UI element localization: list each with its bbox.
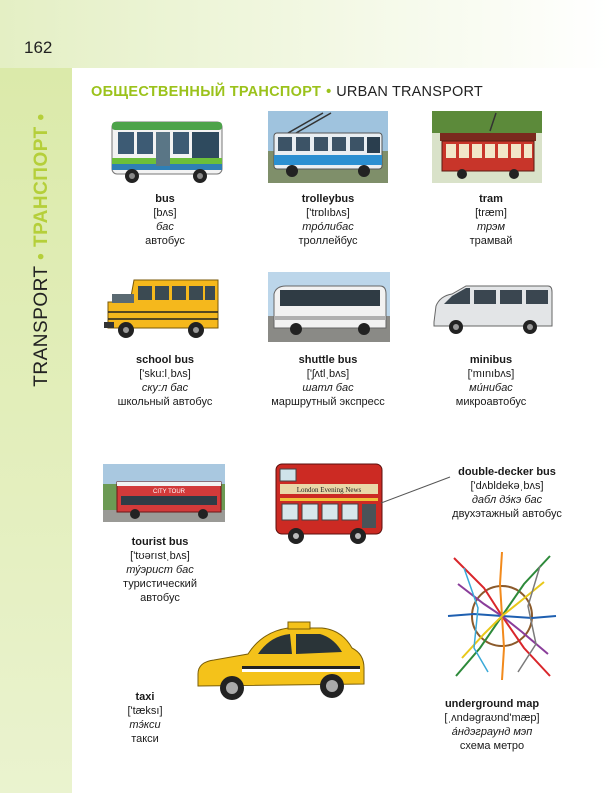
entry-translation: схема метро [459, 740, 525, 752]
entry-word: minibus [469, 354, 513, 366]
entry-bus [90, 192, 240, 248]
entry-word: shuttle bus [298, 354, 358, 366]
tourist-bus-sign: CITY TOUR [152, 489, 186, 495]
entry-word: bus [155, 193, 175, 205]
entry-transcription: ['dʌbldekəˌbʌs] [470, 480, 544, 492]
entry-transcription: [ˌʌndəgraʊnd'mæp] [444, 712, 540, 724]
entry-minibus [416, 353, 566, 409]
entry-transcription: ['tæksı] [127, 705, 163, 717]
entry-transcription: ['ʃʌtlˌbʌs] [306, 368, 350, 380]
entry-trolleybus [253, 192, 403, 248]
entry-double-decker-bus [432, 465, 582, 521]
entry-transliteration: дабл дэ́кэ бас [471, 494, 543, 506]
underground-map-image [444, 548, 560, 684]
entry-word: tram [479, 193, 503, 205]
entry-transcription: [bʌs] [153, 207, 177, 219]
entry-taxi [70, 690, 220, 746]
entry-translation: микроавтобус [455, 396, 527, 408]
heading-dot: • [326, 84, 332, 100]
side-title-en: TRANSPORT [31, 265, 52, 387]
side-title-dot: • [31, 252, 52, 260]
entry-translation: маршрутный экспресс [271, 396, 385, 408]
entry-word: tourist bus [131, 536, 189, 548]
side-title-ru: ТРАНСПОРТ [31, 126, 52, 247]
entry-word: double-decker bus [458, 466, 556, 478]
entry-transliteration: а́ндэграунд мэп [451, 726, 533, 738]
side-title-dot-end: • [31, 113, 52, 121]
entry-word: school bus [135, 354, 195, 366]
entry-word: taxi [135, 691, 155, 703]
entry-translation: двухэтажный автобус [452, 508, 562, 520]
entry-translation: туристический [123, 578, 197, 590]
entry-transliteration: ску:л бас [141, 382, 189, 394]
entry-tram [416, 192, 566, 248]
entry-tourist-bus [85, 535, 235, 605]
entry-school-bus [90, 353, 240, 409]
entry-transliteration: ми́нибас [469, 382, 513, 394]
entry-translation: трамвай [469, 235, 513, 247]
page-number: 162 [24, 38, 53, 57]
entry-translation: школьный автобус [117, 396, 213, 408]
heading-en: URBAN TRANSPORT [336, 84, 483, 100]
entry-transliteration: бас [156, 221, 174, 233]
entry-translation: автобус [145, 235, 185, 247]
entry-shuttle-bus [253, 353, 403, 409]
entry-transcription: [træm] [475, 207, 507, 219]
entry-word: trolleybus [301, 193, 355, 205]
entry-transcription: ['trɒlıbʌs] [306, 207, 350, 219]
entry-translation-line2: автобус [140, 592, 180, 604]
entry-translation: троллейбус [298, 235, 358, 247]
entry-translation: такси [131, 733, 159, 745]
heading-ru: ОБЩЕСТВЕННЫЙ ТРАНСПОРТ [91, 84, 322, 100]
entry-transcription: ['tʊərıstˌbʌs] [130, 550, 190, 562]
entry-transliteration: тэ́кси [129, 719, 161, 731]
entry-underground-map [417, 697, 567, 753]
entry-transliteration: трэм [477, 221, 505, 233]
entry-transcription: ['mınıbʌs] [467, 368, 515, 380]
entry-transliteration: тро́либас [302, 221, 354, 233]
entry-word: underground map [444, 698, 540, 710]
entry-transliteration: шатл бас [302, 382, 354, 394]
entry-transcription: ['sku:lˌbʌs] [139, 368, 191, 380]
entry-transliteration: ту́эрист бас [126, 564, 194, 576]
double-decker-sign: London Evening News [296, 486, 362, 494]
